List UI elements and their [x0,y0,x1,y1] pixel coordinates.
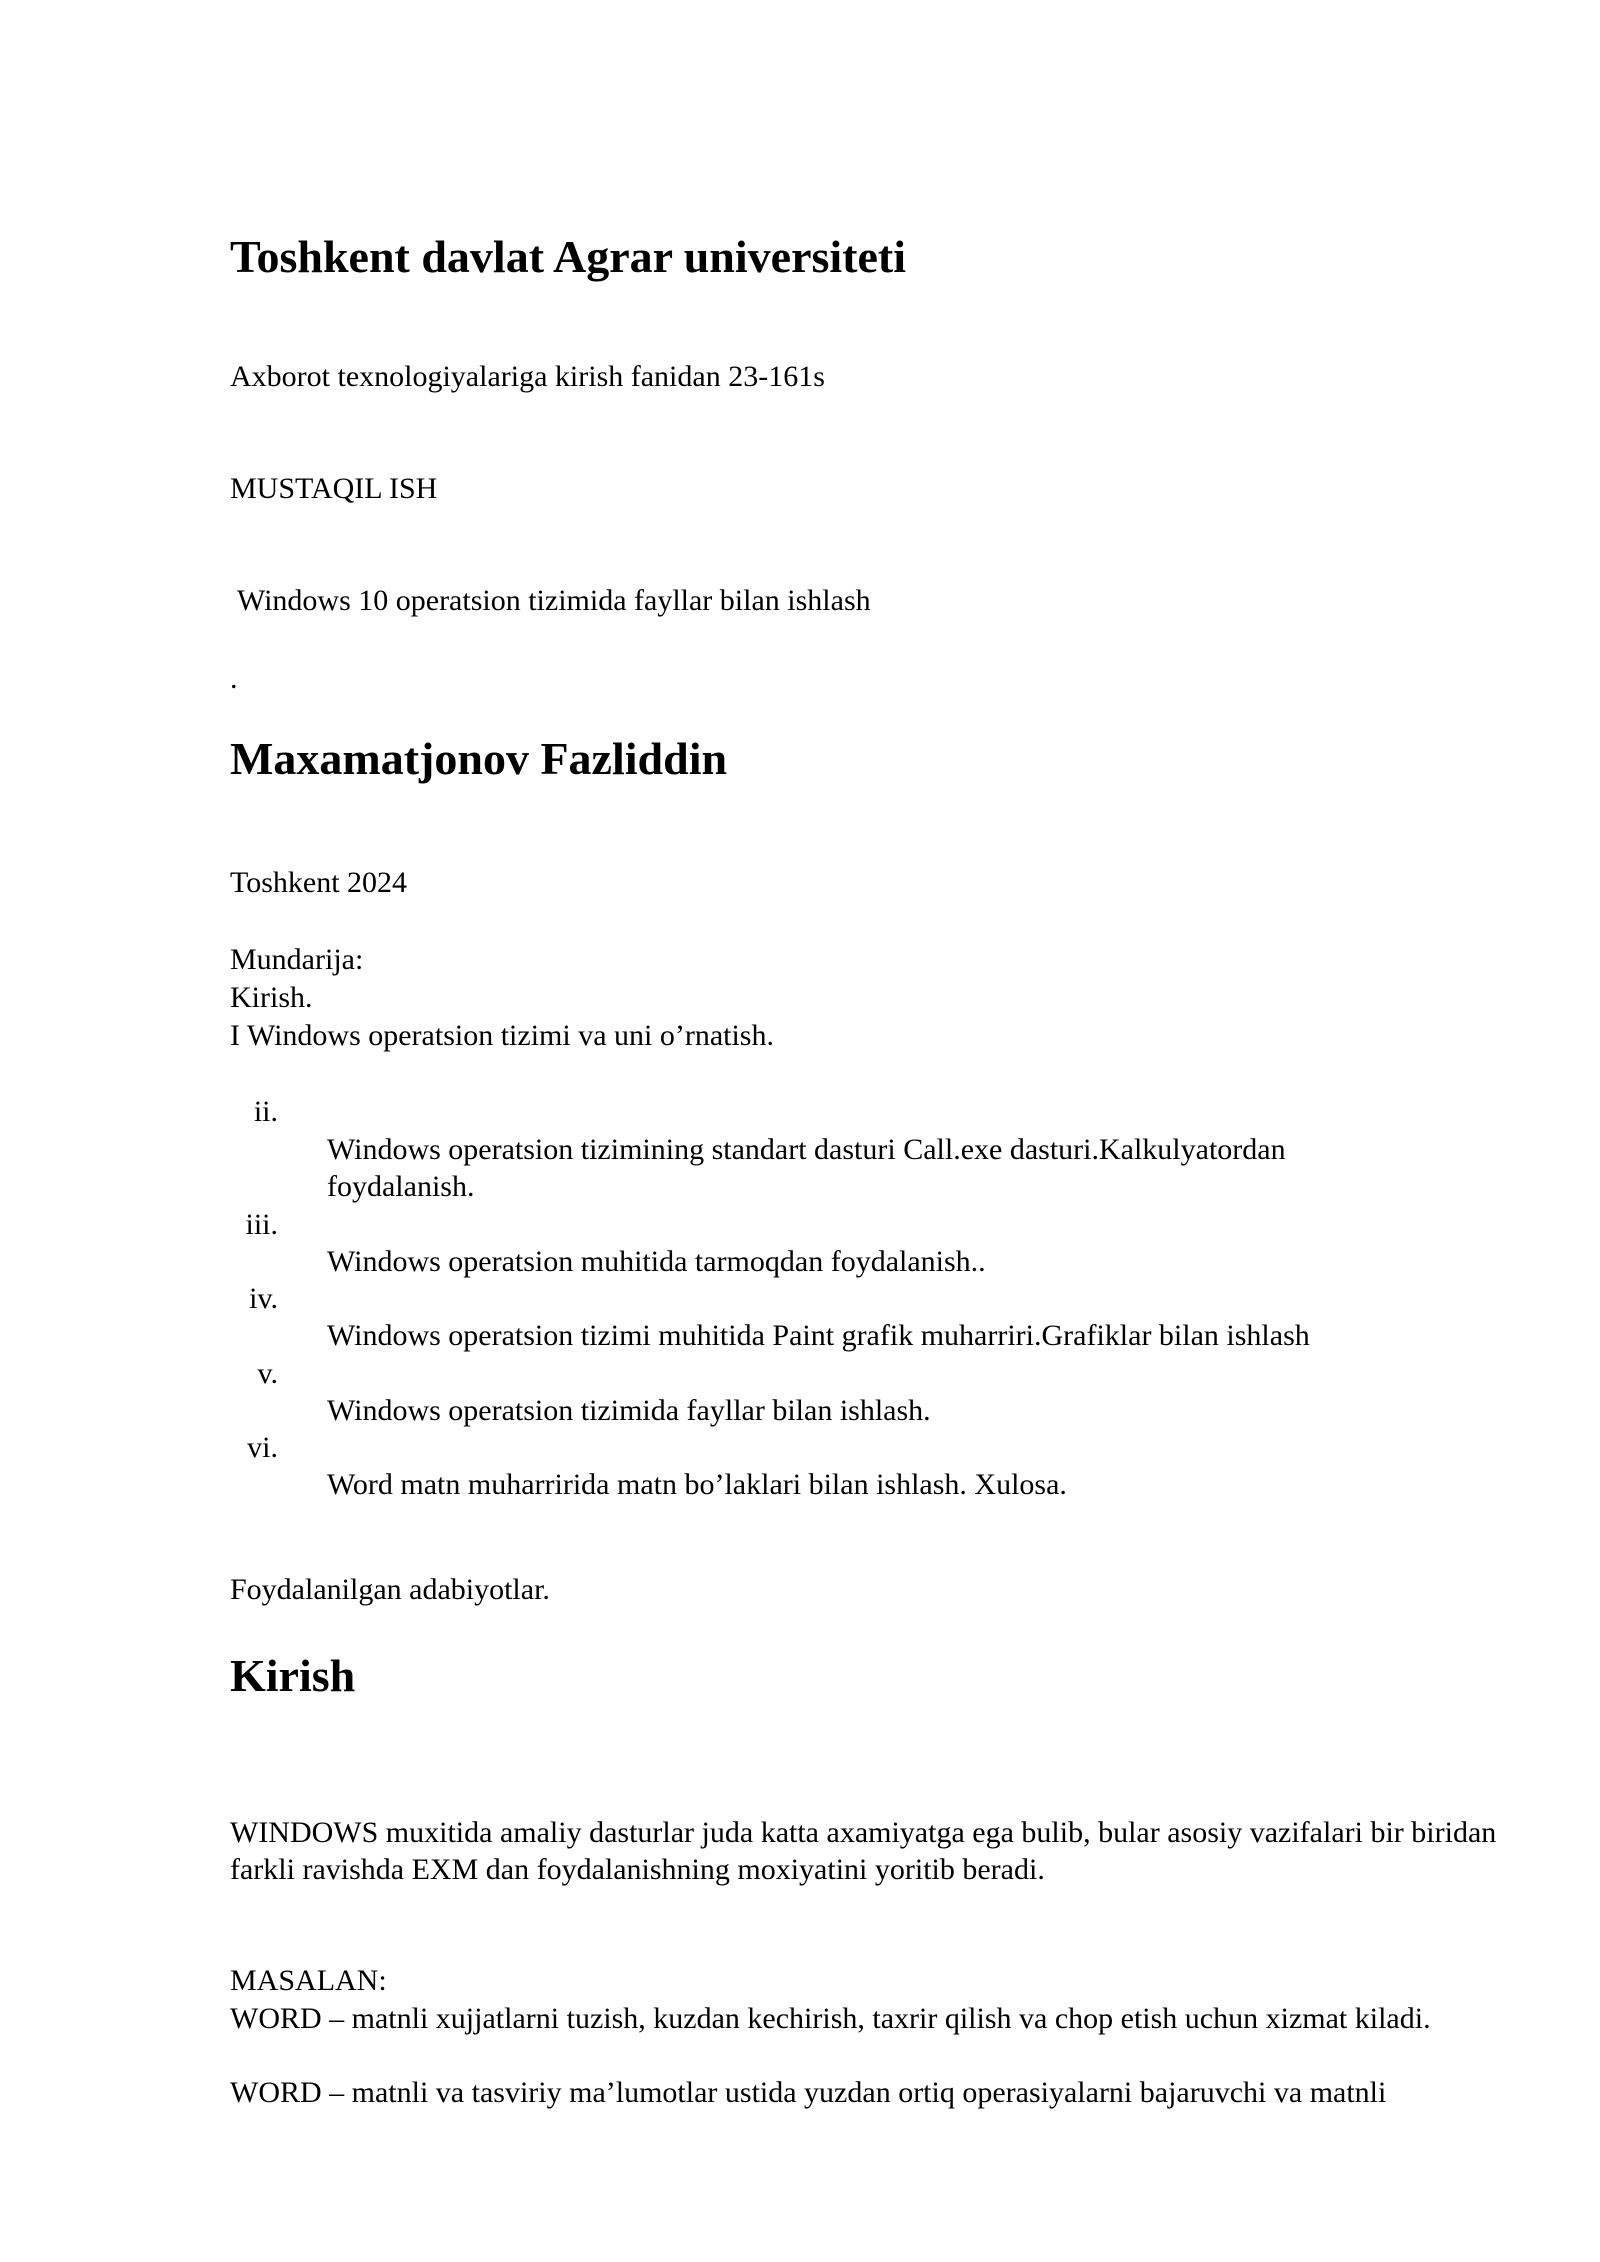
toc-item-text: Windows operatsion tizimi muhitida Paint grafik muharriri.Grafiklar bilan ishlash [327,1319,1310,1352]
example-label: MASALAN: [230,1964,387,1997]
toc-references: Foydalanilgan adabiyotlar. [230,1573,550,1606]
place-year: Toshkent 2024 [230,866,408,899]
kirish-heading: Kirish [230,1650,356,1701]
toc-first-item: I Windows operatsion tizimi va uni o’rnatish. [230,1019,774,1052]
toc-intro: Kirish. [230,981,313,1014]
author-name: Maxamatjonov Fazliddin [230,733,728,784]
toc-item-number: vi. [247,1431,278,1464]
toc-item-text: Word matn muharririda matn bo’laklari bilan ishlash. Xulosa. [327,1468,1067,1501]
kirish-paragraph: WINDOWS muxitida amaliy dasturlar juda katta axamiyatga ega bulib, bular asosiy vazifalari bir biridan farkli ravishda EXM dan foydalanishning moxiyatini yoritib beradi. [230,1816,1497,1886]
toc-item-text: Windows operatsion tizimining standart dasturi Call.exe dasturi.Kalkulyatordan foydalanish. [327,1133,1286,1203]
separator-dot: . [230,662,238,695]
toc-item-number: iv. [249,1282,278,1315]
toc-item-number: v. [257,1357,278,1390]
toc-heading: Mundarija: [230,943,364,976]
course-line: Axborot texnologiyalariga kirish fanidan 23-161s [230,360,825,393]
toc-item-number: ii. [253,1095,278,1128]
toc-item-text: Windows operatsion muhitida tarmoqdan foydalanish.. [327,1245,986,1278]
work-type: MUSTAQIL ISH [230,472,438,505]
example-line: WORD – matnli va tasviriy ma’lumotlar ustida yuzdan ortiq operasiyalarni bajaruvchi va matnli [230,2076,1387,2109]
toc-item-text: Windows operatsion tizimida fayllar bilan ishlash. [327,1394,931,1427]
example-line: WORD – matnli xujjatlarni tuzish, kuzdan kechirish, taxrir qilish va chop etish uchun xizmat kiladi. [230,2002,1431,2035]
university-title: Toshkent davlat Agrar universiteti [230,231,907,282]
topic-line: Windows 10 operatsion tizimida fayllar bilan ishlash [230,584,871,617]
toc-item-number: iii. [245,1208,278,1241]
